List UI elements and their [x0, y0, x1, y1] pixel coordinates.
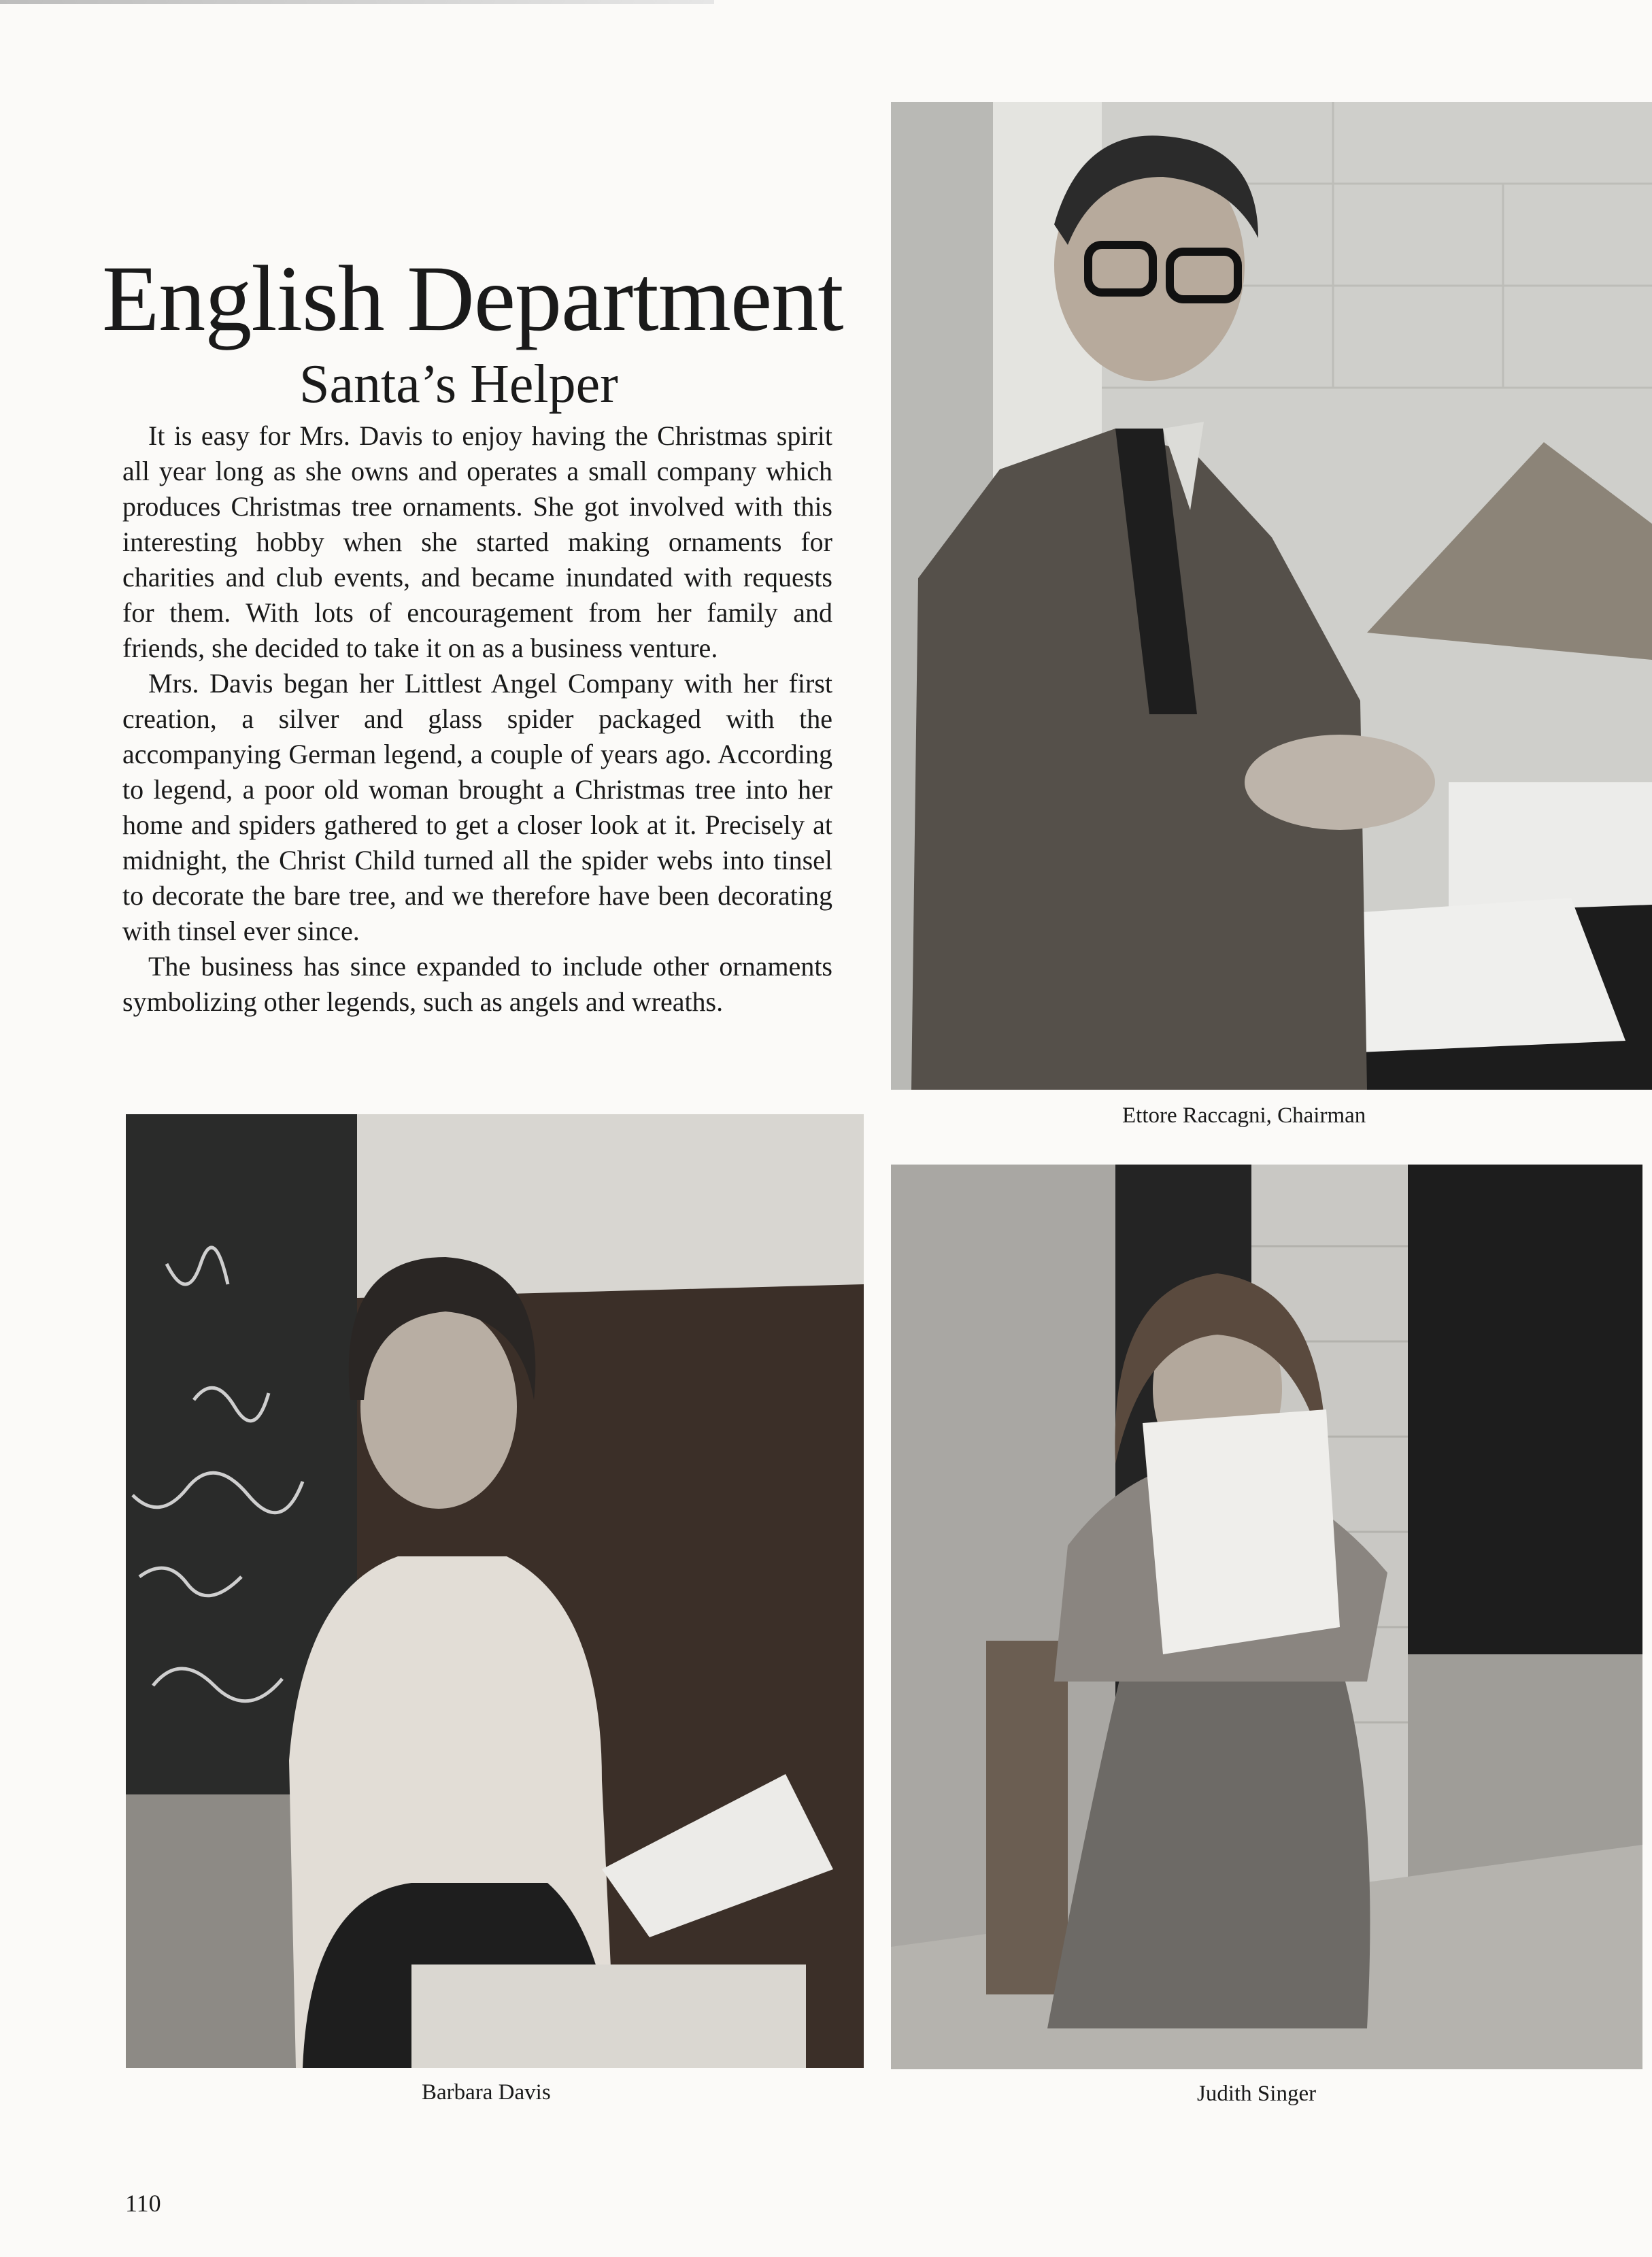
caption-barbara-davis: Barbara Davis [422, 2080, 551, 2105]
page-title: English Department [102, 246, 843, 350]
portrait-photo-icon [891, 1165, 1642, 2069]
portrait-photo-icon [126, 1114, 864, 2068]
article-paragraph: It is easy for Mrs. Davis to enjoy having the Christmas spirit all year long as she owns and operates a small company which produces Christmas tree ornaments. She got involved with this interesting hobby when she started making ornaments for charities and club events, and became inundated with requests for them. With lots of encouragement from her family and friends, she decided to take it on as a business venture. [122, 420, 832, 663]
article-body [122, 418, 832, 1020]
scan-edge-line [0, 0, 714, 4]
caption-chairman: Ettore Raccagni, Chairman [1122, 1103, 1366, 1128]
photo-chairman [891, 102, 1652, 1090]
article-subtitle: Santa’s Helper [299, 354, 618, 414]
portrait-photo-icon [891, 102, 1652, 1090]
article-paragraph: Mrs. Davis began her Littlest Angel Company with her first creation, a silver and glass spider packaged with the accompanying German legend, a couple of years ago. According to legend, a poor old woman brought a Christmas tree into her home and spiders gathered to get a closer look at it. Precisely at midnight, the Christ Child turned all the spider webs into tinsel to decorate the bare tree, and we therefore have been decorating with tinsel ever since. [122, 668, 832, 946]
caption-judith-singer: Judith Singer [1197, 2082, 1317, 2106]
article-paragraph: The business has since expanded to include other ornaments symbolizing other legends, such as angels and wreaths. [122, 951, 832, 1017]
page-number: 110 [125, 2190, 161, 2217]
photo-judith-singer [891, 1165, 1642, 2069]
photo-barbara-davis [126, 1114, 864, 2068]
